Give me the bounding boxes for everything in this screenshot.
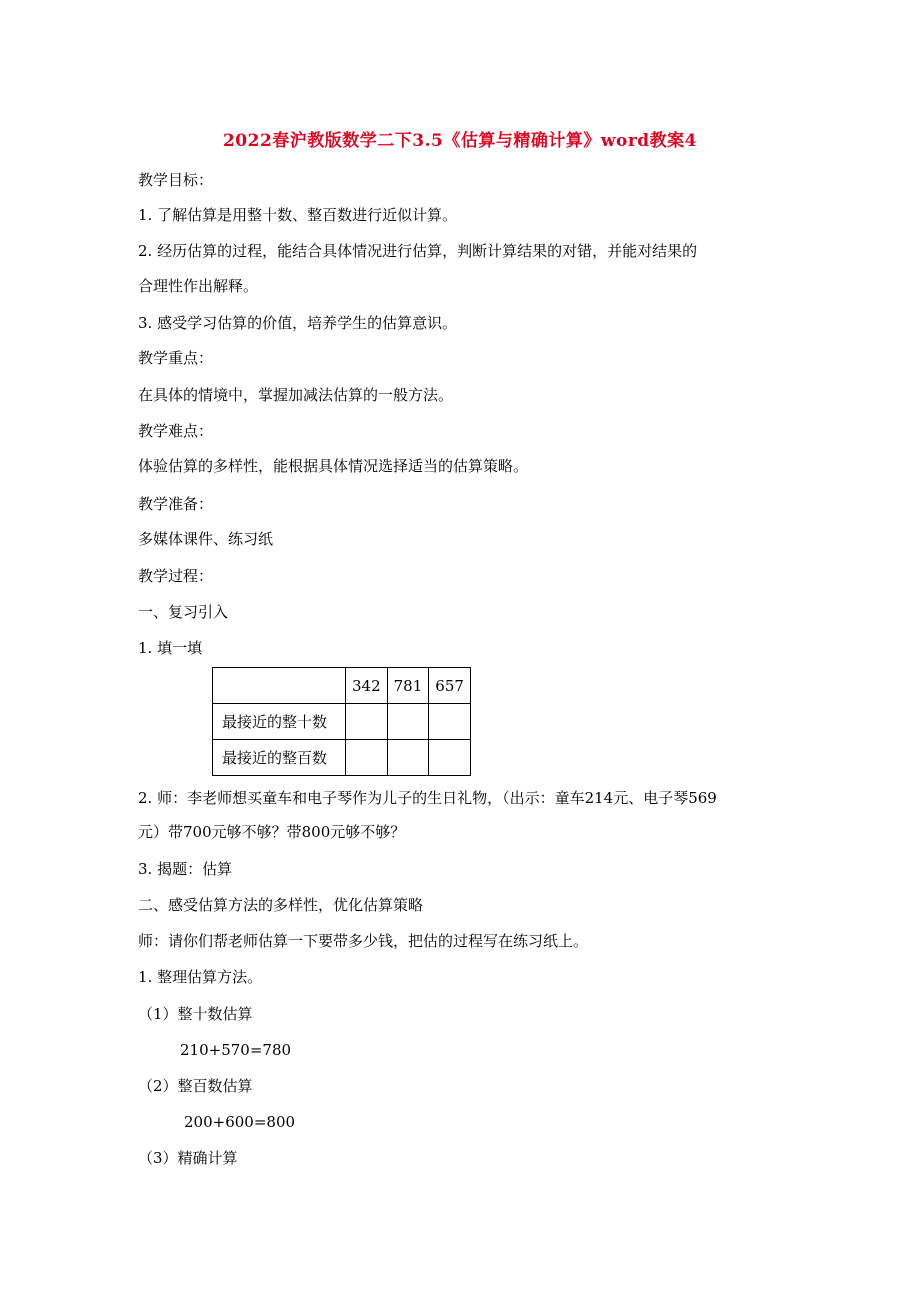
teacher-instruction: 师：请你们帮老师估算一下要带多少钱，把估的过程写在练习纸上。 (138, 932, 589, 950)
goal-item-3: 3. 感受学习估算的价值，培养学生的估算意识。 (138, 314, 458, 332)
section-heading-key-points: 教学重点： (138, 349, 214, 367)
table-cell (429, 740, 471, 776)
method-hundreds-heading: （2）整百数估算 (138, 1077, 253, 1095)
teacher-question: 2. 师：李老师想买童车和电子琴作为儿子的生日礼物，（出示：童车214元、电子琴569 (138, 789, 717, 807)
process-part-2-heading: 二、感受估算方法的多样性，优化估算策略 (138, 896, 424, 914)
table-cell (387, 740, 429, 776)
goal-item-1: 1. 了解估算是用整十数、整百数进行近似计算。 (138, 206, 458, 224)
table-header-row (213, 668, 471, 704)
organize-methods-heading: 1. 整理估算方法。 (138, 968, 263, 986)
process-part-1-heading: 一、复习引入 (138, 603, 229, 621)
method-hundreds-equation: 200+600=800 (184, 1113, 296, 1131)
table-header-cell: 781 (387, 668, 429, 704)
table-cell (429, 704, 471, 740)
section-heading-difficulties: 教学难点： (138, 422, 214, 440)
goal-item-2-continued: 合理性作出解释。 (138, 277, 259, 295)
reveal-topic: 3. 揭题：估算 (138, 860, 233, 878)
fill-in-heading: 1. 填一填 (138, 639, 203, 657)
fill-in-table (212, 667, 471, 776)
table-row (213, 740, 471, 776)
section-heading-goals: 教学目标： (138, 171, 214, 189)
teacher-question-continued: 元）带700元够不够？带800元够不够？ (138, 823, 406, 841)
table-row-label: 最接近的整十数 (213, 704, 346, 740)
key-points-text: 在具体的情境中，掌握加减法估算的一般方法。 (138, 386, 454, 404)
preparation-text: 多媒体课件、练习纸 (138, 530, 274, 548)
table-cell (346, 704, 388, 740)
table-cell (387, 704, 429, 740)
table-header-cell (213, 668, 346, 704)
table-header-cell: 342 (346, 668, 388, 704)
document-title: 2022春沪教版数学二下3.5《估算与精确计算》word教案4 (222, 131, 698, 151)
section-heading-process: 教学过程： (138, 567, 214, 585)
table-header-cell: 657 (429, 668, 471, 704)
method-tens-heading: （1）整十数估算 (138, 1005, 253, 1023)
table-row-label: 最接近的整百数 (213, 740, 346, 776)
method-tens-equation: 210+570=780 (180, 1041, 292, 1059)
section-heading-preparation: 教学准备： (138, 495, 214, 513)
difficulties-text: 体验估算的多样性，能根据具体情况选择适当的估算策略。 (138, 457, 529, 475)
method-exact-heading: （3）精确计算 (138, 1149, 238, 1167)
table-row (213, 704, 471, 740)
table-cell (346, 740, 388, 776)
goal-item-2: 2. 经历估算的过程，能结合具体情况进行估算，判断计算结果的对错，并能对结果的 (138, 242, 698, 260)
